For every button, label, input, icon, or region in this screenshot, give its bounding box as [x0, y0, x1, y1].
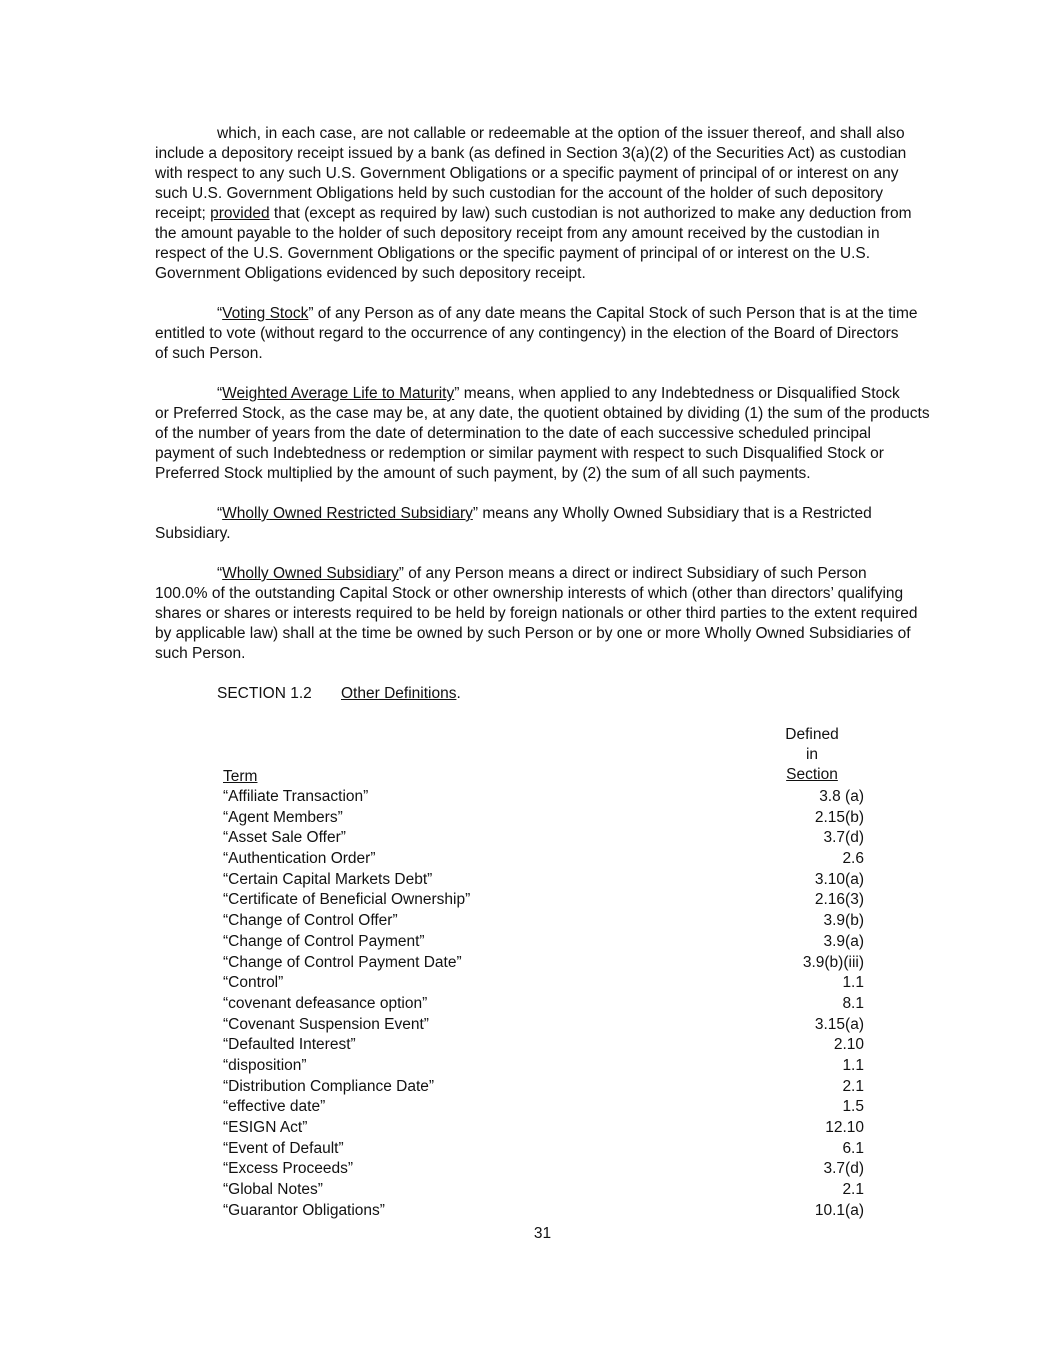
- term-cell: “Certificate of Beneficial Ownership”: [223, 891, 471, 909]
- text-line: [155, 264, 945, 284]
- section-cell: 8.1: [842, 994, 864, 1012]
- text-line: [155, 384, 945, 404]
- line-text: 100.0% of the outstanding Capital Stock or other ownership interests of which (other than directors’ qualifying: [155, 585, 904, 602]
- table-row: [223, 1118, 864, 1139]
- text-line: [155, 424, 945, 444]
- section-cell: 3.9(a): [823, 932, 864, 950]
- section-cell: 3.7(d): [823, 829, 864, 847]
- text-line: [155, 124, 945, 144]
- line-text: respect of the U.S. Government Obligations or the specific payment of principal of or interest on the U.S.: [155, 245, 871, 262]
- text-line: [155, 524, 945, 544]
- section-cell: 2.16(3): [814, 891, 864, 909]
- table-row: [223, 787, 864, 808]
- section-cell: 3.15(a): [814, 1015, 864, 1033]
- line-text: which, in each case, are not callable or redeemable at the option of the issuer thereof, and shall also: [217, 125, 905, 142]
- section-cell: 1.5: [842, 1098, 864, 1116]
- term-cell: “Control”: [223, 974, 284, 992]
- table-row: [223, 1139, 864, 1160]
- text-line: [155, 624, 945, 644]
- defined-term: Voting Stock: [222, 305, 309, 322]
- term-cell: “Certain Capital Markets Debt”: [223, 870, 433, 888]
- term-cell: “disposition”: [223, 1056, 307, 1074]
- text-line: [155, 244, 945, 264]
- line-text: ” means, when applied to any Indebtedness or Disqualified Stock: [454, 385, 900, 402]
- line-text: “: [217, 305, 223, 322]
- header-section: Section: [786, 766, 838, 783]
- table-row: [223, 973, 864, 994]
- paragraph: [155, 384, 945, 484]
- paragraph: [155, 564, 945, 664]
- defined-term: Weighted Average Life to Maturity: [222, 385, 455, 402]
- term-cell: “Global Notes”: [223, 1181, 323, 1199]
- section-cell: 1.1: [842, 974, 864, 992]
- line-text: entitled to vote (without regard to the occurrence of any contingency) in the election of the Board of Directors: [155, 325, 899, 342]
- section-cell: 6.1: [842, 1139, 864, 1157]
- term-cell: “Distribution Compliance Date”: [223, 1077, 435, 1095]
- section-cell: 3.8 (a): [819, 788, 864, 805]
- table-row: [223, 828, 864, 849]
- section-cell: 10.1(a): [814, 1201, 864, 1219]
- line-text: such U.S. Government Obligations held by such custodian for the account of the holder of such depository: [155, 185, 884, 202]
- line-text: shares or shares or interests required to be held by foreign nationals or other third parties to the extent required: [155, 605, 918, 622]
- section-cell: 3.9(b)(iii): [802, 953, 864, 971]
- table-row: [223, 808, 864, 829]
- line-text: such Person.: [155, 645, 246, 662]
- header-defined: Defined: [785, 726, 839, 743]
- page-number: 31: [533, 1225, 552, 1242]
- defined-term: Wholly Owned Subsidiary: [222, 565, 399, 582]
- text-line: [155, 324, 945, 344]
- section-cell: 3.10(a): [814, 870, 864, 888]
- defined-term: provided: [210, 205, 270, 222]
- table-row: [223, 1056, 864, 1077]
- text-line: [155, 184, 945, 204]
- line-text: of the number of years from the date of determination to the date of each successive scheduled principal: [155, 425, 871, 442]
- line-text: Subsidiary.: [155, 525, 231, 542]
- term-cell: “covenant defeasance option”: [223, 994, 428, 1012]
- table-row: [223, 1159, 864, 1180]
- term-cell: “Defaulted Interest”: [223, 1036, 356, 1054]
- text-line: [155, 444, 945, 464]
- text-line: [155, 604, 945, 624]
- section-cell: 1.1: [842, 1056, 864, 1074]
- term-cell: “Authentication Order”: [223, 850, 376, 868]
- table-body: [223, 787, 864, 1221]
- line-text: or Preferred Stock, as the case may be, at any date, the quotient obtained by dividing (1) the sum of the products: [155, 405, 930, 422]
- table-row: [223, 1015, 864, 1036]
- table-row: [223, 1077, 864, 1098]
- term-cell: “Covenant Suspension Event”: [223, 1015, 429, 1033]
- section-cell: 2.1: [842, 1181, 864, 1199]
- section-cell: 2.15(b): [814, 808, 864, 826]
- table-row: [223, 1180, 864, 1201]
- line-text: payment of such Indebtedness or redemption or similar payment with respect to such Disqualified Stock or: [155, 445, 884, 462]
- table-row: [223, 1097, 864, 1118]
- table-row: [223, 911, 864, 932]
- text-line: [155, 304, 945, 324]
- line-text: that (except as required by law) such custodian is not authorized to make any deduction from: [269, 205, 912, 222]
- section-number: SECTION 1.2: [217, 685, 312, 702]
- defined-in-section-header: [783, 725, 841, 785]
- table-row: [223, 1201, 864, 1222]
- line-text: the amount payable to the holder of such depository receipt from any amount received by the custodian in: [155, 225, 880, 242]
- text-line: [155, 344, 945, 364]
- section-cell: 2.1: [842, 1077, 864, 1095]
- document-body: [155, 124, 945, 724]
- line-text: “: [217, 505, 223, 522]
- line-text: by applicable law) shall at the time be owned by such Person or by one or more Wholly Owned Subsidiaries of: [155, 625, 911, 642]
- table-header: [223, 725, 864, 787]
- line-text: include a depository receipt issued by a bank (as defined in Section 3(a)(2) of the Securities Act) as custodian: [155, 145, 907, 162]
- term-cell: “Agent Members”: [223, 808, 343, 826]
- section-period: .: [456, 685, 461, 702]
- term-cell: “Asset Sale Offer”: [223, 829, 346, 847]
- table-row: [223, 870, 864, 891]
- term-cell: “Change of Control Payment”: [223, 932, 425, 950]
- defined-term: Wholly Owned Restricted Subsidiary: [222, 505, 473, 522]
- text-line: [155, 224, 945, 244]
- section-cell: 2.10: [833, 1036, 864, 1054]
- term-cell: “Change of Control Payment Date”: [223, 953, 462, 971]
- line-text: of such Person.: [155, 345, 263, 362]
- term-cell: “Guarantor Obligations”: [223, 1201, 385, 1219]
- text-line: [155, 204, 945, 224]
- table-row: [223, 1035, 864, 1056]
- paragraph: [155, 124, 945, 284]
- text-line: [155, 564, 945, 584]
- line-text: “: [217, 385, 223, 402]
- text-line: [155, 504, 945, 524]
- line-text: ” of any Person means a direct or indirect Subsidiary of such Person: [398, 565, 867, 582]
- text-line: [155, 144, 945, 164]
- section-cell: 3.7(d): [823, 1160, 864, 1178]
- section-heading: [155, 684, 945, 704]
- text-line: [155, 584, 945, 604]
- table-row: [223, 932, 864, 953]
- line-text: receipt;: [155, 205, 211, 222]
- paragraph: [155, 504, 945, 544]
- table-row: [223, 849, 864, 870]
- text-line: [155, 644, 945, 664]
- line-text: ” means any Wholly Owned Subsidiary that is a Restricted: [472, 505, 872, 522]
- line-text: Government Obligations evidenced by such depository receipt.: [155, 265, 586, 282]
- text-line: [155, 464, 945, 484]
- term-cell: “Affiliate Transaction”: [223, 788, 369, 805]
- text-line: [155, 164, 945, 184]
- term-header: Term: [223, 768, 258, 785]
- term-cell: “Change of Control Offer”: [223, 912, 398, 930]
- section-cell: 3.9(b): [823, 912, 864, 930]
- table-row: [223, 994, 864, 1015]
- term-cell: “ESIGN Act”: [223, 1119, 308, 1136]
- definitions-table: [223, 725, 864, 1221]
- header-in: in: [805, 746, 819, 763]
- section-cell: 2.6: [842, 850, 864, 868]
- text-line: [155, 404, 945, 424]
- definitions-text: [155, 124, 945, 664]
- section-cell: 12.10: [825, 1119, 864, 1136]
- line-text: ” of any Person as of any date means the Capital Stock of such Person that is at the time: [308, 305, 918, 322]
- term-cell: “Event of Default”: [223, 1139, 344, 1157]
- line-text: with respect to any such U.S. Government Obligations or a specific payment of principal of or interest on any: [155, 165, 899, 182]
- table-row: [223, 953, 864, 974]
- line-text: Preferred Stock multiplied by the amount of such payment, by (2) the sum of all such payments.: [155, 465, 811, 482]
- term-cell: “effective date”: [223, 1098, 326, 1116]
- line-text: “: [217, 565, 223, 582]
- table-row: [223, 890, 864, 911]
- paragraph: [155, 304, 945, 364]
- term-cell: “Excess Proceeds”: [223, 1160, 354, 1178]
- section-title: Other Definitions: [341, 685, 457, 702]
